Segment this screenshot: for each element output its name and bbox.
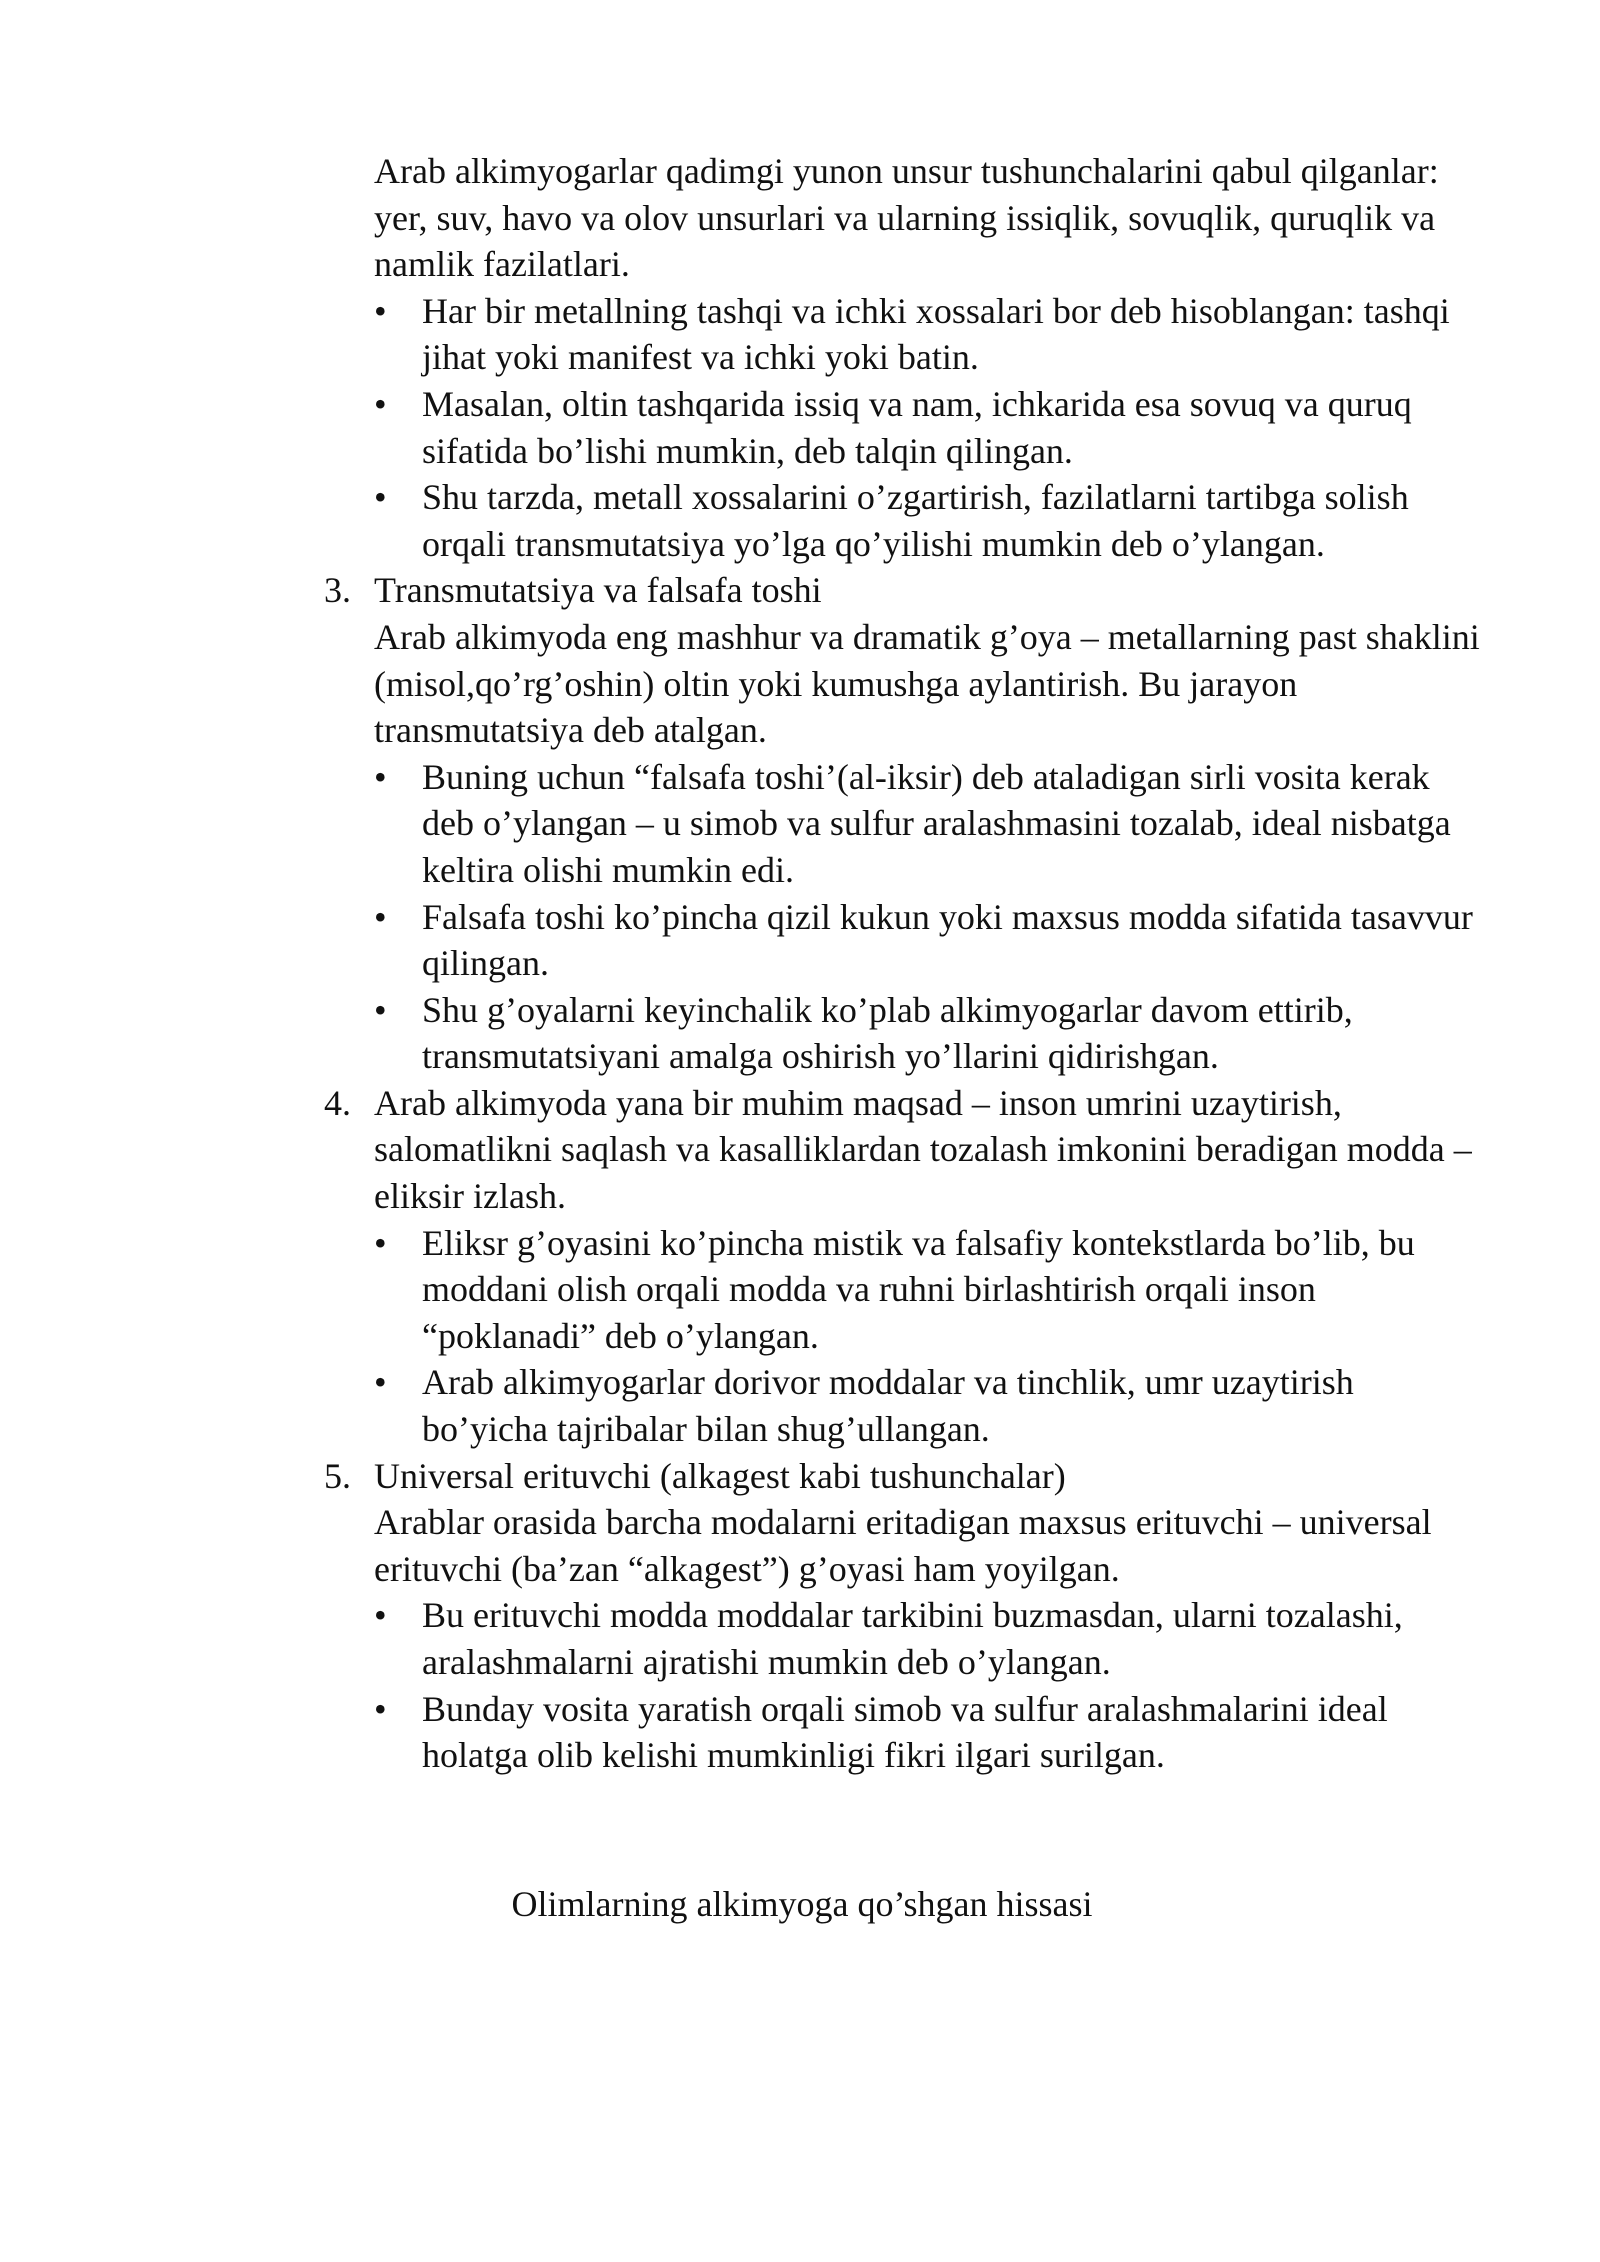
section-number: 3.	[324, 570, 351, 611]
list-item: • Eliksr g’oyasini ko’pincha mistik va falsafiy kontekstlarda bo’lib, bu moddani olish orqali modda va ruhni birlashtirish orqali inson “poklanadi” deb o’ylangan.	[374, 1220, 1484, 1360]
list-item: • Bu erituvchi modda moddalar tarkibini buzmasdan, ularni tozalashi, aralashmalarni ajratishi mumkin deb o’ylangan.	[374, 1592, 1484, 1685]
list-item: • Shu tarzda, metall xossalarini o’zgartirish, fazilatlarni tartibga solish orqali transmutatsiya yo’lga qo’yilishi mumkin deb o’ylangan.	[374, 474, 1484, 567]
list-item: • Bunday vosita yaratish orqali simob va sulfur aralashmalarini ideal holatga olib kelishi mumkinligi fikri ilgari surilgan.	[374, 1686, 1484, 1779]
intro-paragraph: Arab alkimyogarlar qadimgi yunon unsur tushunchalarini qabul qilganlar: yer, suv, havo va olov unsurlari va ularning issiqlik, sovuqlik, quruqlik va namlik fazilatlari.	[374, 151, 1439, 285]
intro-bullet-list	[324, 288, 1484, 568]
section-paragraph: Arablar orasida barcha modalarni eritadigan maxsus erituvchi – universal erituvchi (ba’zan “alkagest”) g’oyasi ham yoyilgan.	[374, 1502, 1432, 1589]
section-title: Universal erituvchi (alkagest kabi tushunchalar)	[374, 1455, 1066, 1496]
section-paragraph: Arab alkimyoda yana bir muhim maqsad – inson umrini uzaytirish, salomatlikni saqlash va kasalliklardan tozalash imkonini beradigan modda – eliksir izlash.	[374, 1082, 1472, 1217]
section-number: 4.	[324, 1082, 351, 1123]
document-body	[324, 148, 1484, 1779]
section-4-bullet-list	[324, 1220, 1484, 1453]
section-title: Transmutatsiya va falsafa toshi	[374, 570, 822, 611]
section-3-bullet-list	[324, 754, 1484, 1080]
next-section-heading	[0, 1881, 1600, 1927]
section-5-bullet-list	[324, 1592, 1484, 1778]
section-5	[324, 1453, 1484, 1593]
list-item: • Masalan, oltin tashqarida issiq va nam, ichkarida esa sovuq va quruq sifatida bo’lishi mumkin, deb talqin qilingan.	[374, 381, 1484, 474]
section-4	[324, 1080, 1484, 1220]
list-item: • Falsafa toshi ko’pincha qizil kukun yoki maxsus modda sifatida tasavvur qilingan.	[374, 894, 1484, 987]
section-3	[324, 567, 1484, 753]
section-paragraph: Arab alkimyoda eng mashhur va dramatik g’oya – metallarning past shaklini (misol,qo’rg’oshin) oltin yoki kumushga aylantirish. Bu jarayon transmutatsiya deb atalgan.	[374, 616, 1480, 751]
list-item: • Shu g’oyalarni keyinchalik ko’plab alkimyogarlar davom ettirib, transmutatsiyani amalga oshirish yo’llarini qidirishgan.	[374, 987, 1484, 1080]
list-item: • Buning uchun “falsafa toshi’(al-iksir) deb ataladigan sirli vosita kerak deb o’ylangan – u simob va sulfur aralashmasini tozalab, ideal nisbatga keltira olishi mumkin edi.	[374, 754, 1484, 894]
list-item: • Arab alkimyogarlar dorivor moddalar va tinchlik, umr uzaytirish bo’yicha tajribalar bilan shug’ullangan.	[374, 1359, 1484, 1452]
list-item: • Har bir metallning tashqi va ichki xossalari bor deb hisoblangan: tashqi jihat yoki manifest va ichki yoki batin.	[374, 288, 1484, 381]
heading-text: Olimlarning alkimyoga qo’shgan hissasi	[511, 1884, 1093, 1924]
section-number: 5.	[324, 1455, 351, 1496]
